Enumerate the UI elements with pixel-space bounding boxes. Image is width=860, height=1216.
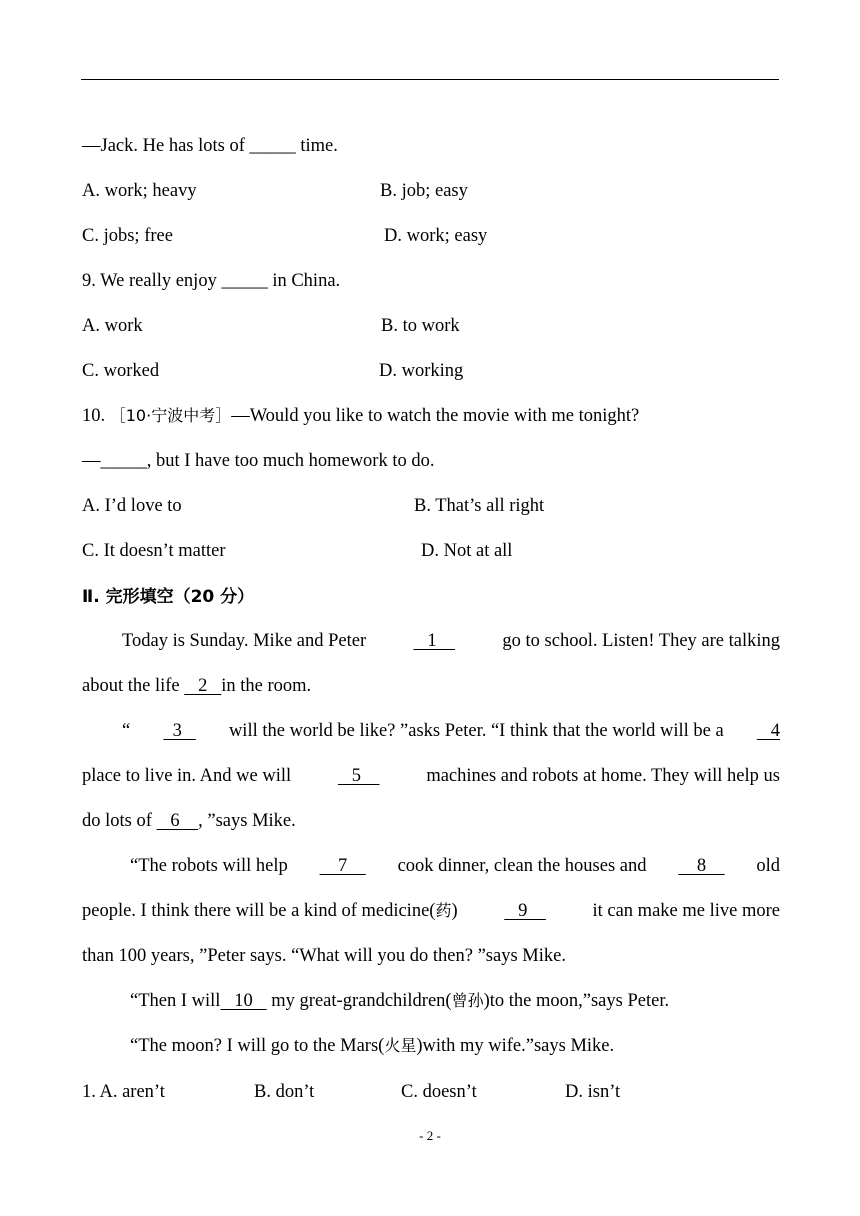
passage-text: , ”says Mike. bbox=[198, 811, 296, 831]
passage-text: “Then I will bbox=[130, 991, 221, 1011]
blank-2: 2 bbox=[184, 676, 222, 696]
passage-line-3 bbox=[122, 719, 780, 743]
passage-text: “The robots will help bbox=[130, 856, 288, 876]
passage-line-5 bbox=[82, 809, 780, 833]
q10-option-a: A. I’d love to bbox=[82, 496, 182, 516]
q10-option-d: D. Not at all bbox=[421, 541, 513, 561]
passage-line-1 bbox=[122, 629, 780, 653]
blank-7: 7 bbox=[319, 856, 366, 876]
passage-text: will the world be like? ”asks Peter. “I think that the world will be a bbox=[228, 721, 724, 741]
passage-text: people. I think there will be a kind of medicine( bbox=[82, 901, 436, 921]
cjk-gloss-great-grandchildren: 曾孙 bbox=[451, 991, 484, 1010]
passage-text: ) bbox=[451, 901, 458, 921]
cjk-gloss-mars: 火星 bbox=[384, 1036, 417, 1055]
cloze-q1-option-d: D. isn’t bbox=[565, 1082, 621, 1102]
q10-option-b: B. That’s all right bbox=[414, 496, 545, 516]
blank-4: 4 bbox=[756, 721, 780, 741]
q9-option-a: A. work bbox=[82, 316, 143, 336]
passage-line-2 bbox=[82, 674, 780, 698]
passage-line-10 bbox=[130, 1034, 780, 1058]
passage-text: “ bbox=[122, 721, 131, 741]
passage-text: about the life bbox=[82, 676, 185, 696]
q9-option-d: D. working bbox=[379, 361, 464, 381]
blank-9: 9 bbox=[504, 901, 546, 921]
q8-option-c: C. jobs; free bbox=[82, 226, 173, 246]
cloze-q1-option-c: C. doesn’t bbox=[401, 1082, 477, 1102]
passage-line-4 bbox=[82, 764, 780, 788]
passage-text: do lots of bbox=[82, 811, 157, 831]
passage-text: )to the moon,”says Peter. bbox=[483, 991, 670, 1011]
blank-6: 6 bbox=[156, 811, 199, 831]
passage-text: go to school. Listen! They are talking bbox=[502, 631, 780, 651]
passage-line-8: than 100 years, ”Peter says. “What will you do then? ”says Mike. bbox=[82, 946, 566, 966]
passage-text: in the room. bbox=[221, 676, 312, 696]
q8-option-a: A. work; heavy bbox=[82, 181, 197, 201]
cloze-q1-option-b: B. don’t bbox=[254, 1082, 315, 1102]
passage-line-7 bbox=[82, 899, 780, 923]
cjk-gloss-medicine: 药 bbox=[435, 901, 452, 920]
q10-answer-line: —_____, but I have too much homework to do. bbox=[82, 451, 435, 471]
q8-option-b: B. job; easy bbox=[380, 181, 468, 201]
blank-5: 5 bbox=[337, 766, 380, 786]
q10-number: 10. bbox=[82, 406, 110, 426]
q10-stem: —Would you like to watch the movie with me tonight? bbox=[231, 406, 640, 426]
section-2-title: Ⅱ. 完形填空（20 分） bbox=[82, 587, 255, 607]
blank-10: 10 bbox=[220, 991, 267, 1011]
q9-option-b: B. to work bbox=[381, 316, 460, 336]
passage-text: )with my wife.”says Mike. bbox=[416, 1036, 615, 1056]
passage-text: old bbox=[756, 856, 780, 876]
passage-text: it can make me live more bbox=[592, 901, 780, 921]
passage-text: Today is Sunday. Mike and Peter bbox=[122, 631, 367, 651]
blank-3: 3 bbox=[163, 721, 196, 741]
q9-option-c: C. worked bbox=[82, 361, 160, 381]
header-rule bbox=[81, 79, 779, 80]
passage-text: cook dinner, clean the houses and bbox=[397, 856, 647, 876]
passage-line-9 bbox=[130, 989, 780, 1013]
q8-answer-line: —Jack. He has lots of _____ time. bbox=[82, 136, 338, 156]
passage-text: my great-grandchildren( bbox=[266, 991, 452, 1011]
page-number: - 2 - bbox=[419, 1128, 441, 1143]
passage-text: place to live in. And we will bbox=[82, 766, 292, 786]
cloze-q1-option-a: 1. A. aren’t bbox=[82, 1082, 165, 1102]
passage-text: machines and robots at home. They will help us bbox=[426, 766, 780, 786]
q9-stem: 9. We really enjoy _____ in China. bbox=[82, 271, 341, 291]
q8-option-d: D. work; easy bbox=[384, 226, 488, 246]
blank-1: 1 bbox=[413, 631, 456, 651]
q10-option-c: C. It doesn’t matter bbox=[82, 541, 226, 561]
q10-source-tag: ［10·宁波中考］ bbox=[109, 406, 232, 425]
blank-8: 8 bbox=[678, 856, 725, 876]
passage-line-6 bbox=[130, 854, 780, 878]
q10-stem-line bbox=[82, 404, 780, 428]
passage-text: “The moon? I will go to the Mars( bbox=[130, 1036, 385, 1056]
